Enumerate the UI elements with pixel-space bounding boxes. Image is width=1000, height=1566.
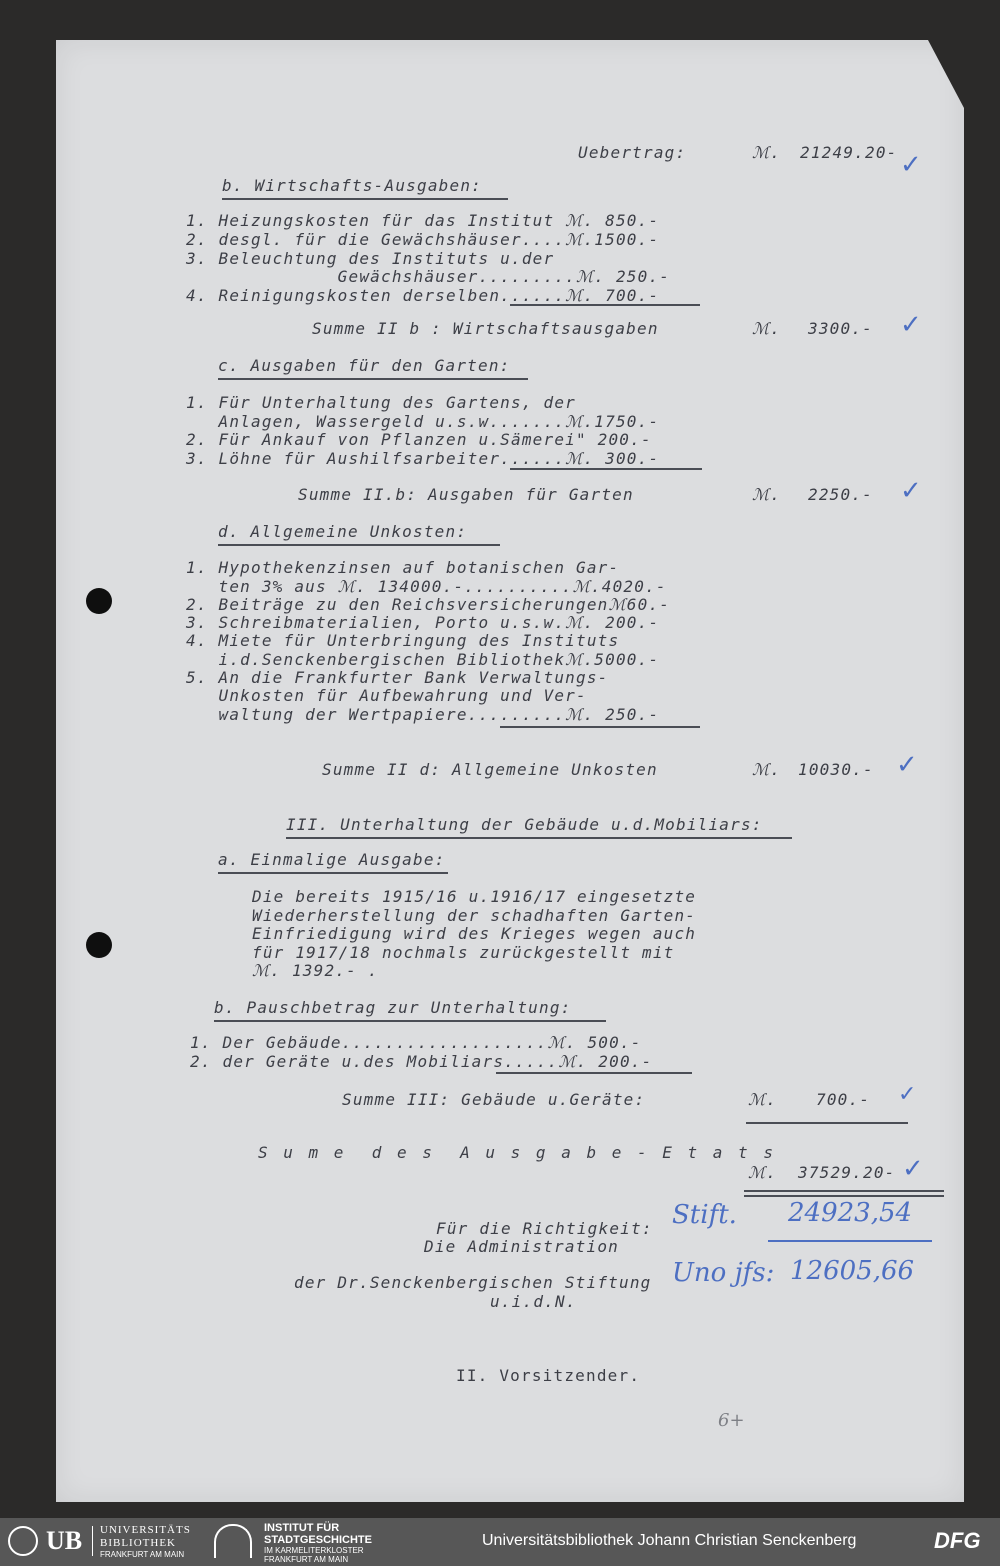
section-iii-b-line: 2. der Geräte u.des Mobiliars.....ℳ. 200.-	[190, 1052, 653, 1071]
section-c-line: 1. Für Unterhaltung des Gartens, der	[186, 393, 576, 412]
total-amount: 37529.20-	[798, 1163, 896, 1182]
section-d-line: 3. Schreibmaterialien, Porto u.s.w.ℳ. 200.-	[186, 613, 660, 632]
section-c-sum-currency: ℳ.	[752, 485, 782, 504]
section-d-sum-amount: 10030.-	[798, 760, 874, 779]
handwritten-label: Uno jfs:	[672, 1258, 775, 1288]
section-d-sum-label: Summe II d: Allgemeine Unkosten	[322, 760, 658, 779]
ub-name-line: FRANKFURT AM MAIN	[100, 1550, 185, 1559]
ub-name-line: UNIVERSITÄTS	[100, 1524, 191, 1536]
institute-name-line: INSTITUT FÜR	[264, 1522, 340, 1534]
check-mark: ✓	[898, 1082, 917, 1107]
check-mark: ✓	[900, 476, 922, 506]
section-c-line: 2. Für Ankauf von Pflanzen u.Sämerei" 200.-	[186, 430, 652, 449]
sum-rule	[510, 468, 702, 470]
total-double-rule	[744, 1190, 944, 1192]
section-iii-sum-amount: 700.-	[816, 1090, 871, 1109]
section-d-line: 4. Miete für Unterbringung des Instituts	[186, 631, 620, 650]
section-c-sum-label: Summe II.b: Ausgaben für Garten	[298, 485, 634, 504]
section-d-line: ten 3% aus ℳ. 134000.-..........ℳ.4020.-	[186, 577, 667, 596]
section-b-line: 4. Reinigungskosten derselben......ℳ. 700.-	[186, 286, 660, 305]
signature-line: u.i.d.N.	[490, 1292, 577, 1311]
institute-name-line: FRANKFURT AM MAIN	[264, 1555, 349, 1564]
section-iii-a-title: a. Einmalige Ausgabe:	[218, 850, 446, 869]
section-d-line: Unkosten für Aufbewahrung und Ver-	[186, 686, 587, 705]
ub-name-line: BIBLIOTHEK	[100, 1537, 176, 1549]
section-c-line: 3. Löhne für Aushilfsarbeiter......ℳ. 300.-	[186, 449, 660, 468]
total-rule	[746, 1122, 908, 1124]
check-mark: ✓	[900, 150, 922, 180]
total-label: S u m e d e s A u s g a b e - E t a t s	[258, 1143, 776, 1162]
section-b-line: 3. Beleuchtung des Instituts u.der	[186, 249, 555, 268]
underline	[214, 1020, 606, 1022]
section-iii-title: III. Unterhaltung der Gebäude u.d.Mobiliars:	[286, 815, 763, 834]
punch-hole	[86, 588, 112, 614]
section-d-line: 5. An die Frankfurter Bank Verwaltungs-	[186, 668, 609, 687]
section-iii-b-line: 1. Der Gebäude...................ℳ. 500.-	[190, 1033, 642, 1052]
university-seal-icon	[8, 1526, 38, 1556]
signature-title: II. Vorsitzender.	[456, 1366, 641, 1385]
carry-amount: 21249.20-	[800, 143, 898, 162]
check-mark: ✓	[902, 1154, 924, 1184]
section-d-line: i.d.Senckenbergischen Bibliothekℳ.5000.-	[186, 650, 660, 669]
total-currency: ℳ.	[748, 1163, 778, 1182]
section-b-sum-currency: ℳ.	[752, 319, 782, 338]
punch-hole	[86, 932, 112, 958]
footer-bar	[0, 1518, 1000, 1566]
carry-currency: ℳ.	[752, 143, 782, 162]
underline	[218, 872, 448, 874]
section-iii-a-line: Wiederherstellung der schadhaften Garten-	[252, 906, 697, 925]
section-b-sum-amount: 3300.-	[808, 319, 873, 338]
section-d-line: 1. Hypothekenzinsen auf botanischen Gar-	[186, 558, 620, 577]
section-iii-a-line: Einfriedigung wird des Krieges wegen auch	[252, 924, 697, 943]
section-b-line: 1. Heizungskosten für das Institut ℳ. 850.-	[186, 211, 660, 230]
underline	[218, 378, 528, 380]
divider	[92, 1526, 93, 1556]
sum-rule	[500, 726, 700, 728]
section-b-title: b. Wirtschafts-Ausgaben:	[222, 176, 482, 195]
handwritten-label: Stift.	[672, 1200, 737, 1230]
section-c-title: c. Ausgaben für den Garten:	[218, 356, 511, 375]
section-b-line: Gewächshäuser.........ℳ. 250.-	[186, 267, 671, 286]
underline	[218, 544, 500, 546]
handwritten-amount: 12605,66	[790, 1256, 915, 1286]
institute-name-line: IM KARMELITERKLOSTER	[264, 1546, 364, 1555]
signature-line: Die Administration	[424, 1237, 619, 1256]
sum-rule	[510, 304, 700, 306]
footer-center-text: Universitätsbibliothek Johann Christian Senckenberg	[482, 1532, 857, 1549]
carry-label: Uebertrag:	[578, 143, 687, 162]
section-d-line: 2. Beiträge zu den Reichsversicherungenℳ60.-	[186, 595, 671, 614]
section-iii-a-line: ℳ. 1392.- .	[252, 961, 379, 980]
check-mark: ✓	[896, 750, 918, 780]
handwritten-amount: 24923,54	[788, 1198, 913, 1228]
section-iii-a-line: für 1917/18 nochmals zurückgestellt mit	[252, 943, 675, 962]
total-double-rule	[744, 1195, 944, 1197]
folded-corner	[928, 40, 964, 108]
section-d-sum-currency: ℳ.	[752, 760, 782, 779]
section-c-sum-amount: 2250.-	[808, 485, 873, 504]
check-mark: ✓	[900, 310, 922, 340]
institute-name-line: STADTGESCHICHTE	[264, 1534, 372, 1546]
section-iii-sum-currency: ℳ.	[748, 1090, 778, 1109]
signature-line: der Dr.Senckenbergischen Stiftung	[294, 1273, 652, 1292]
section-d-title: d. Allgemeine Unkosten:	[218, 522, 468, 541]
section-b-sum-label: Summe II b : Wirtschaftsausgaben	[312, 319, 659, 338]
ub-logo: UB	[46, 1526, 83, 1555]
institute-arch-icon	[214, 1524, 252, 1558]
section-iii-b-title: b. Pauschbetrag zur Unterhaltung:	[214, 998, 572, 1017]
sum-rule	[496, 1072, 692, 1074]
section-d-line: waltung der Wertpapiere.........ℳ. 250.-	[186, 705, 660, 724]
page-mark: 6+	[718, 1410, 745, 1431]
handwritten-underline	[768, 1240, 932, 1242]
underline	[286, 837, 792, 839]
underline	[222, 198, 508, 200]
section-iii-a-line: Die bereits 1915/16 u.1916/17 eingesetzte	[252, 887, 697, 906]
signature-line: Für die Richtigkeit:	[436, 1219, 653, 1238]
section-iii-sum-label: Summe III: Gebäude u.Geräte:	[342, 1090, 646, 1109]
dfg-logo: DFG	[934, 1528, 981, 1553]
section-c-line: Anlagen, Wassergeld u.s.w.......ℳ.1750.-	[186, 412, 660, 431]
section-b-line: 2. desgl. für die Gewächshäuser....ℳ.1500.-	[186, 230, 660, 249]
